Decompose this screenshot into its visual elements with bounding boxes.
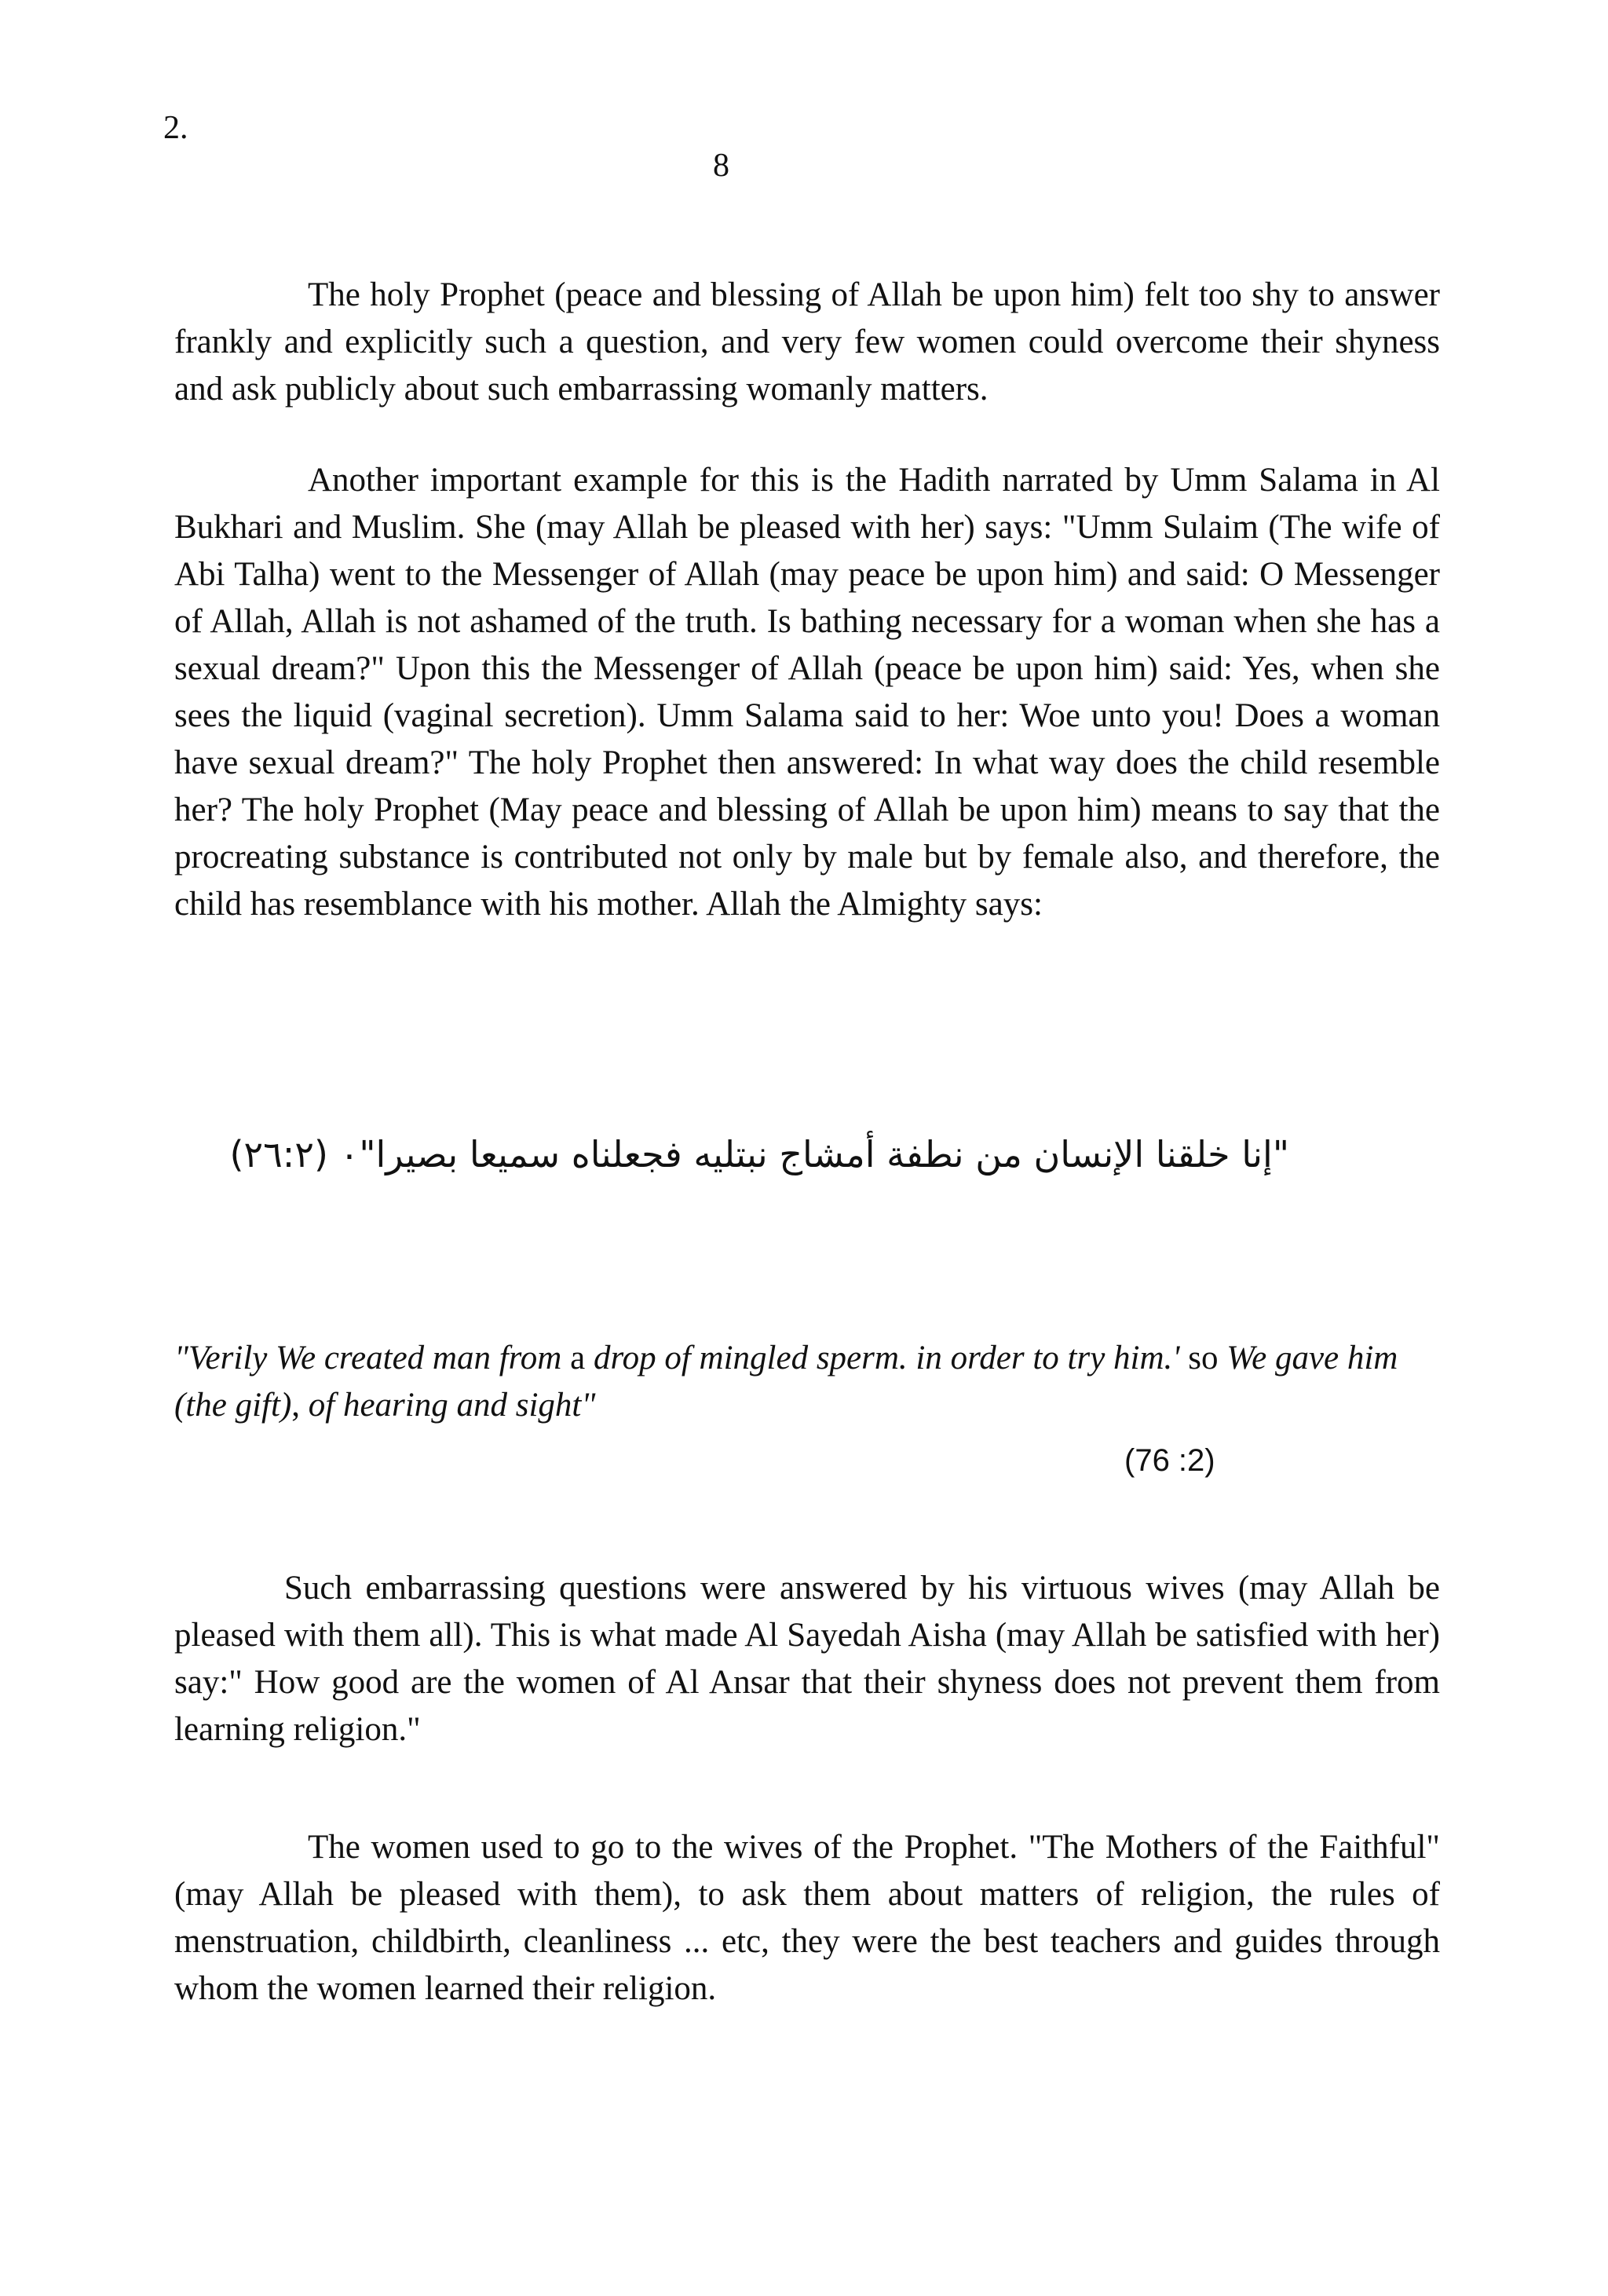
arabic-verse: "إنا خلقنا الإنسان من نطفة أمشاج نبتليه فجعلناه سميعا بصيرا"۰ (٢٦:٢) — [229, 1133, 1289, 1175]
page-number: 8 — [713, 148, 729, 184]
translation-part-2: a — [561, 1340, 594, 1377]
paragraph-1: The holy Prophet (peace and blessing of Allah be upon him) felt too shy to answer frankly and explicitly such a question, and very few women could overcome their shyness and ask publicly about such embarrassing womanly matters. — [174, 276, 1440, 408]
translation-part-5: We gave him (the gift) — [174, 1340, 1398, 1424]
paragraph-3: Such embarrassing questions were answered by his virtuous wives (may Allah be pleased with them all). This is what made Al Sayedah Aisha (may Allah be satisfied with her) say:" How good are the women of Al Ansar that their shyness does not prevent them from learning religion." — [174, 1570, 1440, 1748]
paragraph-4: The women used to go to the wives of the Prophet. "The Mothers of the Faithful" (may Allah be pleased with them), to ask them about matters of religion, the rules of menstruation, childbirth, cleanliness ... etc, they were the best teachers and guides through whom the women learned their religion. — [174, 1829, 1440, 2007]
verse-reference: (76 :2) — [1124, 1443, 1215, 1478]
translation-part-4: so — [1179, 1340, 1227, 1377]
translation-part-1: "Verily We created man from — [174, 1340, 562, 1377]
corner-number: 2. — [163, 110, 188, 146]
translation-part-6: , — [291, 1387, 309, 1424]
translation-part-7: of hearing and sight" — [308, 1387, 596, 1424]
verse-translation — [174, 1335, 1446, 1429]
translation-part-3: drop of mingled sperm. in order to try him.' — [593, 1340, 1180, 1377]
paragraph-2: Another important example for this is the Hadith narrated by Umm Salama in Al Bukhari and Muslim. She (may Allah be pleased with her) says: "Umm Sulaim (The wife of Abi Talha) went to the Messenger of Allah (may peace be upon him) and said: O Messenger of Allah, Allah is not ashamed of the truth. Is bathing necessary for a woman when she has a sexual dream?" Upon this the Messenger of Allah (peace be upon him) said: Yes, when she sees the liquid (vaginal secretion). Umm Salama said to her: Woe unto you! Does a woman have sexual dream?" The holy Prophet then answered: In what way does the child resemble her? The holy Prophet (May peace and blessing of Allah be upon him) means to say that the procreating substance is contributed not only by male but by female also, and therefore, the child has resemblance with his mother. Allah the Almighty says: — [174, 462, 1440, 923]
